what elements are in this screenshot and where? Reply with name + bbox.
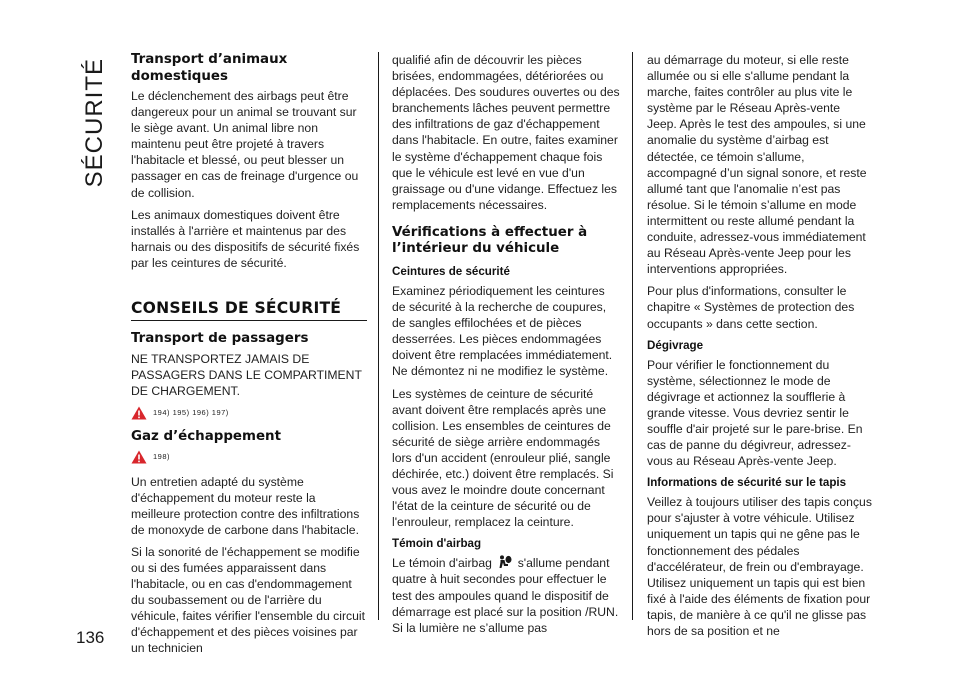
page-number: 136: [76, 628, 105, 647]
defrost-heading: Dégivrage: [647, 338, 704, 352]
airbag-text-start: Le témoin d'airbag: [392, 556, 492, 571]
airbag-heading: Témoin d'airbag: [392, 537, 482, 551]
paragraph: Les systèmes de ceinture de sécurité avant doivent être remplacés après une collision. Les ensembles de ceintures de sécurité de siège arrière endommagés lors d'un accident (enrouleur plié, sangle déchirée, etc.) doivent être remplacés. Si vous avez le moindre doute concernant l'état de la ceinture de sécurité ou de l'enrouleur, remplacez la ceinture.: [392, 386, 614, 530]
paragraph: Si la sonorité de l'échappement se modifie ou si des fumées apparaissent dans l'habitacle, ou en cas d'endommagement du soubassement ou de l'arrière du véhicule, faites vérifier l'ensemble du circuit d'échappement et des pièces voisines par un technicien: [131, 544, 365, 656]
column-3: [647, 52, 873, 645]
mats-heading: Informations de sécurité sur le tapis: [647, 476, 847, 490]
paragraph: Le déclenchement des airbags peut être dangereux pour un animal se trouvant sur le siège avant. Un animal libre non maintenu peut être projeté à travers l'habitacle et blessé, ou peut blesser un passager en cas de freinage d'urgence ou de collision.: [131, 89, 359, 200]
paragraph: Veillez à toujours utiliser des tapis conçus pour s'ajuster à votre véhicule. Utilisez uniquement un tapis qui ne gêne pas le fonctionnement des pédales d'accélérateur, de frein ou d'embrayage. Utilisez uniquement un tapis qui est bien fixé à l'aide des éléments de fixation pour tapis, de manière à ce qu'il ne glisse pas hors de sa position et ne: [647, 495, 872, 638]
paragraph: Pour plus d'informations, consulter le chapitre « Systèmes de protection des occupants » dans cette section.: [647, 284, 855, 331]
paragraph: NE TRANSPORTEZ JAMAIS DE PASSAGERS DANS LE COMPARTIMENT DE CHARGEMENT.: [131, 351, 362, 398]
paragraph: au démarrage du moteur, si elle reste allumée ou si elle s'allume pendant la marche, faites contrôler au plus vite le système par le Réseau Après-vente Jeep. Après le test des ampoules, si une anomalie du système d’airbag est détectée, ce témoin s'allume, accompagné d’un signal sonore, et reste allumé tant que l'anomalie n’est pas résolue. Si le témoin s’allume en mode intermittent ou reste allumé pendant la conduite, adressez-vous immédiatement au Réseau Après-vente Jeep pour les interventions appropriées.: [647, 53, 867, 277]
paragraph: [392, 555, 620, 635]
paragraph: qualifié afin de découvrir les pièces brisées, endommagées, détériorées ou déplacées. Des soudures ouvertes ou des branchements lâches peuvent permettre des infiltrations de gaz d'échappement dans l'habitacle. En outre, faites examiner le système d'échappement chaque fois que le véhicule est levé en vue d'un graissage ou d'une vidange. Effectuez les remplacements nécessaires.: [392, 53, 620, 212]
warning-refs: 198): [153, 452, 171, 462]
column-1: [131, 52, 367, 663]
passengers-heading: Transport de passagers: [131, 331, 309, 347]
paragraph: Pour vérifier le fonctionnement du système, sélectionnez le mode de dégivrage et actionnez la soufflerie à grande vitesse. Vous devriez sentir le souffle d'air projeté sur le pare-brise. En cas de panne du dégivreur, adressez-vous au Réseau Après-vente Jeep.: [647, 357, 863, 469]
pets-heading: Transport d’animaux domestiques: [131, 52, 288, 84]
chapter-tab: [78, 58, 112, 188]
warning-refs: 194) 195) 196) 197): [153, 407, 229, 417]
column-2: [392, 52, 620, 642]
airbag-text-end: s'allume pendant quatre à huit secondes pour effectuer le test des ampoules quand le dispositif de démarrage est placé sur la position /RUN. Si la lumière ne s’allume pas: [392, 556, 619, 635]
section-heading: CONSEILS DE SÉCURITÉ: [131, 299, 367, 321]
warning-triangle-icon: [131, 406, 147, 420]
warning-reference: [131, 405, 367, 421]
belts-heading: Ceintures de sécurité: [392, 264, 510, 278]
paragraph: Examinez périodiquement les ceintures de sécurité à la recherche de coupures, de sangles effilochées et de pièces desserrées. Les pièces endommagées doivent être remplacées immédiatement. Ne démontez ni ne modifiez le système.: [392, 283, 613, 379]
warning-reference: [131, 449, 367, 465]
column-divider: [378, 52, 379, 620]
warning-triangle-icon: [131, 450, 147, 464]
exhaust-heading: Gaz d’échappement: [131, 428, 281, 444]
paragraph: Les animaux domestiques doivent être installés à l'arrière et maintenus par des harnais ou des dispositifs de sécurité fixés par les ceintures de sécurité.: [131, 207, 360, 270]
airbag-warning-icon: [497, 555, 512, 569]
column-divider: [632, 52, 633, 620]
paragraph: Un entretien adapté du système d'échappement du moteur reste la meilleure protection contre des infiltrations de monoxyde de carbone dans l'habitacle.: [131, 474, 360, 537]
checks-heading: Vérifications à effectuer à l’intérieur du véhicule: [392, 224, 588, 257]
chapter-title: SÉCURITÉ: [81, 58, 108, 188]
